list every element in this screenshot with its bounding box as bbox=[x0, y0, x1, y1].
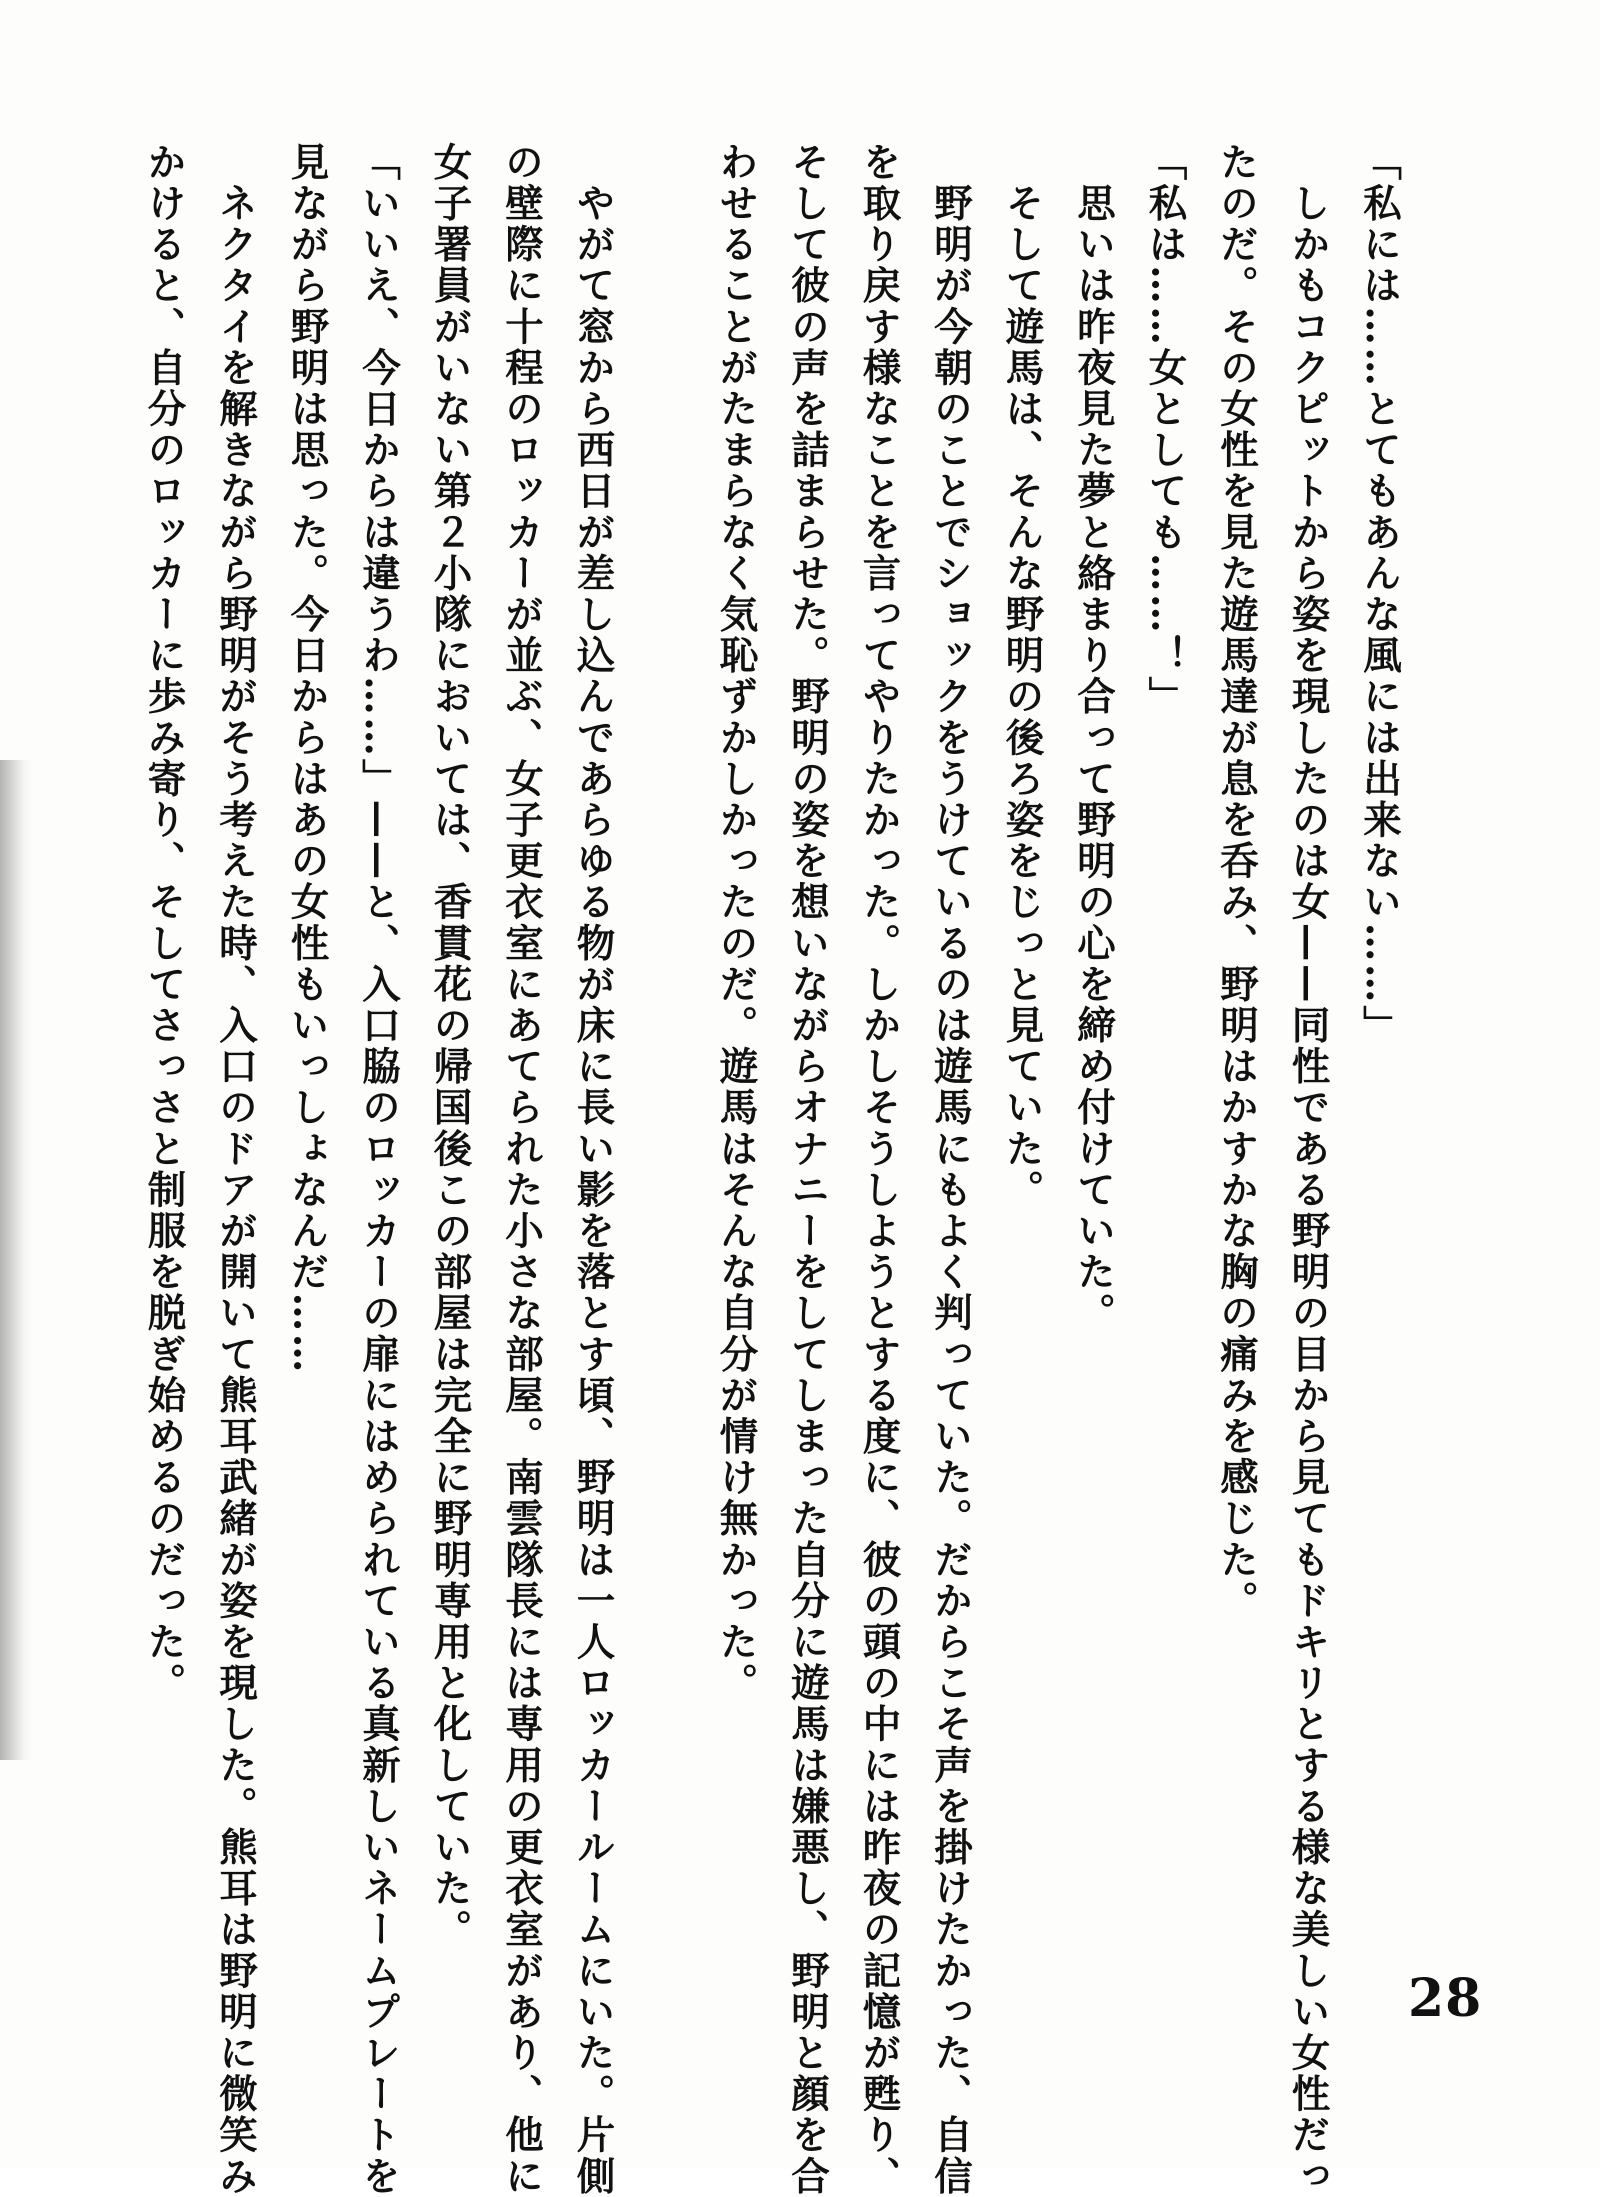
text-line: の壁際に十程のロッカーが並ぶ、女子更衣室にあてられた小さな部屋。南雲隊長には専用の更衣室があり、他に bbox=[499, 142, 544, 2197]
text-line: 思いは昨夜見た夢と絡まり合って野明の心を締め付けていた。 bbox=[1071, 142, 1116, 1334]
text-line: しかもコクピットから姿を現したのは女——同性である野明の目から見てもドキリとする様な美しい女性だっ bbox=[1285, 142, 1331, 2197]
text-line: 「いいえ、今日からは違うわ……」——と、入口脇のロッカーの扉にはめられている真新しいネームプレートを bbox=[356, 142, 401, 2197]
text-line: そして遊馬は、そんな野明の後ろ姿をじっと見ていた。 bbox=[999, 142, 1045, 1211]
scan-edge-shadow bbox=[0, 760, 34, 1760]
text-line: やがて窓から西日が差し込んであらゆる物が床に長い影を落とす頃、野明は一人ロッカールームにいた。片側 bbox=[570, 142, 616, 2197]
page-number: 28 bbox=[1408, 1968, 1483, 2029]
text-line: たのだ。その女性を見た遊馬達が息を呑み、野明はかすかな胸の痛みを感じた。 bbox=[1214, 142, 1259, 1622]
text-line: 「私には……とてもあんな風には出来ない……」 bbox=[1357, 142, 1402, 1047]
text-line: そして彼の声を詰まらせた。野明の姿を想いながらオナニーをしてしまった自分に遊馬は嫌悪し、野明と顔を合 bbox=[785, 142, 830, 2197]
text-line: わせることがたまらなく気恥ずかしかったのだ。遊馬はそんな自分が情け無かった。 bbox=[713, 142, 759, 1704]
text-line: 野明が今朝のことでショックをうけているのは遊馬にもよく判っていた。だからこそ声を掛けたかった、自信 bbox=[928, 142, 973, 2197]
text-line: かけると、自分のロッカーに歩み寄り、そしてさっさと制服を脱ぎ始めるのだった。 bbox=[141, 142, 187, 1704]
text-line: ネクタイを解きながら野明がそう考えた時、入口のドアが開いて熊耳武緒が姿を現した。熊耳は野明に微笑み bbox=[213, 142, 258, 2197]
text-line-blank bbox=[629, 142, 701, 1992]
novel-text-body bbox=[128, 142, 1415, 2197]
text-line: を取り戻す様なことを言ってやりたかった。しかしそうしようとする度に、彼の頭の中には昨夜の記憶が甦り、 bbox=[856, 142, 902, 2197]
text-line: 女子署員がいない第２小隊においては、香貫花の帰国後この部屋は完全に野明専用と化していた。 bbox=[427, 142, 473, 1951]
text-line: 見ながら野明は思った。今日からはあの女性もいっしょなんだ…… bbox=[284, 142, 330, 1375]
text-line: 「私は……女としても……！」 bbox=[1142, 142, 1188, 718]
